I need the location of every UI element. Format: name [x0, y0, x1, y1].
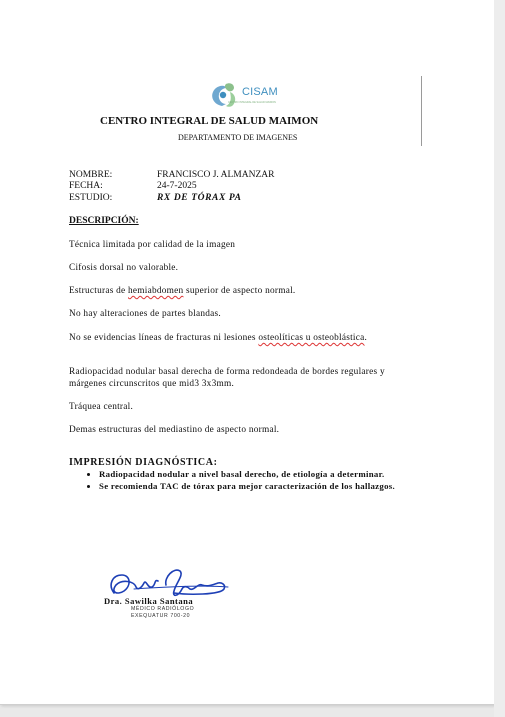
description-p7: Tráquea central. [69, 402, 134, 412]
p5-text-a: No se evidencias líneas de fracturas ni lesiones [69, 333, 259, 343]
impression-list [69, 469, 439, 492]
window-edge [494, 0, 505, 717]
description-heading: DESCRIPCIÓN: [69, 216, 139, 226]
study-value: RX DE TÓRAX PA [157, 193, 242, 203]
description-p6: Radiopacidad nodular basal derecha de forma redondeada de bordes regulares y márgenes circunscritos que mid3 3x3mm. [69, 367, 385, 389]
impression-heading: IMPRESIÓN DIAGNÓSTICA: [69, 457, 218, 468]
description-p4: No hay alteraciones de partes blandas. [69, 309, 221, 319]
p3-text-a: Estructuras de [69, 286, 128, 296]
description-p8: Demas estructuras del mediastino de aspecto normal. [69, 425, 280, 435]
logo-text: CISAM [242, 86, 278, 98]
center-name: CENTRO INTEGRAL DE SALUD MAIMON [100, 115, 319, 127]
signature-name: Dra. Sawilka Santana [104, 596, 194, 606]
cisam-logo-mark-icon [206, 80, 242, 110]
date-label: FECHA: [69, 181, 103, 191]
cisam-logo [206, 80, 284, 110]
study-label: ESTUDIO: [69, 193, 113, 203]
description-p5 [69, 332, 414, 344]
name-value: FRANCISCO J. ALMANZAR [157, 170, 275, 180]
p3-text-c: superior de aspecto normal. [183, 286, 296, 296]
header-divider [421, 76, 422, 146]
signature-exequatur: EXEQUATUR 700-20 [131, 613, 191, 619]
p5-text-c: . [364, 333, 368, 343]
description-p3 [69, 285, 414, 297]
logo-subtext: CENTRO INTEGRAL DE SALUD MAIMON [228, 101, 276, 104]
impression-item: • Se recomienda TAC de tórax para mejor caracterización de los hallazgos. [99, 481, 439, 492]
p5-spellcheck-words: osteolíticas u osteoblástica [258, 333, 365, 343]
description-p1: Técnica limitada por calidad de la imagen [69, 240, 236, 250]
name-label: NOMBRE: [69, 170, 113, 180]
signature-title: MÉDICO RADIÓLOGO [131, 606, 195, 612]
p3-spellcheck-word: hemiabdomen [128, 286, 184, 296]
description-p2: Cifosis dorsal no valorable. [69, 263, 179, 273]
date-value: 24-7-2025 [157, 181, 197, 191]
impression-item: • Radiopacidad nodular a nivel basal derecho, de etiología a determinar. [99, 469, 439, 480]
department-name: DEPARTAMENTO DE IMAGENES [178, 133, 298, 142]
